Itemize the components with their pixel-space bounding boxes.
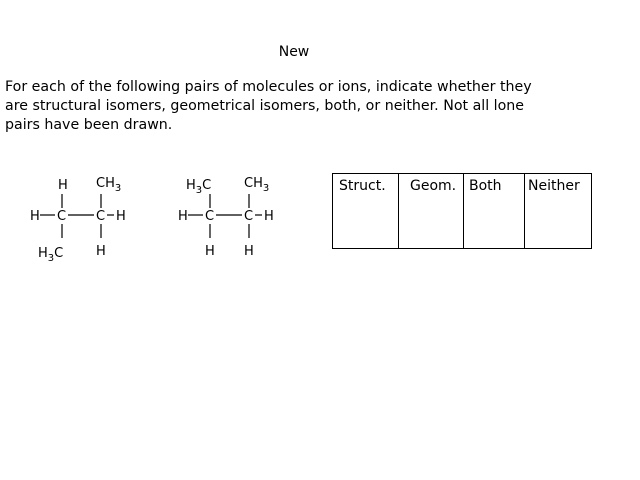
svg-text:CH3: $CH_3$: [244, 176, 270, 194]
atom-h-left: H: [178, 209, 188, 224]
atom-h-bottom-right: H: [244, 244, 254, 259]
atom-h-left: H: [30, 209, 40, 224]
atom-c-right: C: [244, 209, 254, 224]
methyl-top-left: [186, 178, 211, 196]
answer-geometrical[interactable]: Geom.: [399, 174, 464, 249]
molecule-right: [176, 168, 306, 268]
methyl-bottom-left: [38, 246, 63, 264]
atom-h-right: H: [264, 209, 274, 224]
atom-h-right: H: [116, 209, 126, 224]
molecule-left: [28, 168, 158, 268]
methyl-top-right: [96, 176, 121, 194]
answer-header-row: [333, 174, 592, 249]
atom-h-bottom: H: [96, 244, 106, 259]
question-text: For each of the following pairs of molecules or ions, indicate whether they are structural isomers, geometrical isomers, both, or neither. Not all lone pairs have been drawn.: [5, 79, 532, 133]
svg-text:H3C: $H_3C$: [186, 178, 212, 196]
atom-c-right: C: [96, 209, 106, 224]
answer-table: [332, 173, 592, 249]
svg-text:CH3: $CH_3$: [96, 176, 122, 194]
atom-h-top: H: [58, 178, 68, 193]
page-title: New: [278, 44, 310, 60]
methyl-top-right: [244, 176, 269, 194]
atom-c-left: C: [205, 209, 215, 224]
answer-neither[interactable]: Neither: [525, 174, 592, 249]
svg-text:H3C: $H_3C$: [38, 246, 64, 264]
atom-c-left: C: [57, 209, 67, 224]
answer-structural[interactable]: Struct.: [333, 174, 399, 249]
answer-both[interactable]: Both: [464, 174, 525, 249]
atom-h-bottom-left: H: [205, 244, 215, 259]
